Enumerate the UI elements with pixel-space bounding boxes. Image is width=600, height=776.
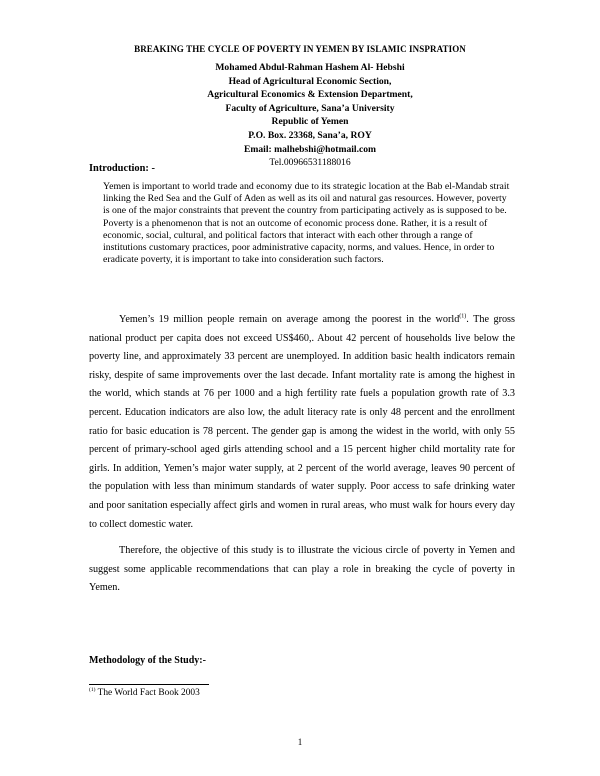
page-number: 1 (297, 737, 303, 747)
author-position: Head of Agricultural Economic Section, (228, 75, 392, 87)
body-text (89, 311, 515, 598)
paragraph-1-start: Yemen’s 19 million people remain on average among the poorest in the world (119, 314, 460, 325)
paragraph-2: Therefore, the objective of this study is to illustrate the vicious circle of poverty in Yemen and suggest some applicable recommendations that can play a role in breaking the cycle of poverty in Yemen. (89, 545, 515, 594)
author-email: Email: malhebshi@hotmail.com (243, 143, 377, 155)
author-department: Agricultural Economics & Extension Department, (207, 89, 413, 101)
paragraph-1-rest: . The gross national product per capita does not exceed US$460,. About 42 percent of households live below the poverty line, and approximately 33 percent are unemployed. In addition basic health indicators remain risky, despite of same improvements over the last decade. Infant mortality rate is among the highest in the world, which stands at 76 per 1000 and a high fertility rate fuels a population growth rate of 3.3 percent. Education indicators are also low, the adult literacy rate is only 48 percent and the enrollment ratio for basic education is 78 percent. The gender gap is among the widest in the world, with only 55 percent of primary-school aged girls attending school and a 15 percent higher child mortality rate for girls. In addition, Yemen’s major water supply, at 2 percent of the world average, leaves 90 percent of the population with less than minimum standards of water supply. Poor access to safe drinking water and poor sanitation especially affect girls and women in rural areas, who must walk for hours every day to collect domestic water. (89, 314, 515, 530)
footnote (89, 688, 200, 698)
introduction-heading: Introduction: - (89, 163, 155, 174)
author-country: Republic of Yemen (271, 116, 349, 128)
abstract (103, 181, 515, 266)
footnote-divider (89, 684, 209, 685)
author-address: P.O. Box. 23368, Sana’a, ROY (248, 129, 372, 141)
author-faculty: Faculty of Agriculture, Sana’a University (225, 102, 395, 114)
paper-title: BREAKING THE CYCLE OF POVERTY IN YEMEN BY ISLAMIC INSPRATION (134, 44, 466, 54)
author-tel: Tel.00966531188016 (269, 157, 351, 169)
author-name: Mohamed Abdul-Rahman Hashem Al- Hebshi (215, 62, 405, 73)
footnote-reference: (1) (459, 313, 467, 320)
methodology-heading: Methodology of the Study:- (89, 655, 206, 666)
author-block (150, 61, 470, 170)
footnote-mark: (1) (89, 686, 96, 693)
paragraph-1 (89, 311, 515, 534)
footnote-text: The World Fact Book 2003 (97, 688, 200, 698)
abstract-text: Yemen is important to world trade and economy due to its strategic location at the Bab el-Mandab strait linking the Red Sea and the Gulf of Aden as well as its oil and natural gas resources. However, poverty is one of the major constraints that prevent the country from participating actively as is supposed to be. Poverty is a phenomenon that is not an outcome of economic process done. Rather, it is a result of economic, social, cultural, and political factors that interact with each other through a range of institutions customary practices, poor administrative capacity, norms, and values. Hence, in order to eradicate poverty, it is important to take into consideration such factors. (103, 181, 510, 266)
